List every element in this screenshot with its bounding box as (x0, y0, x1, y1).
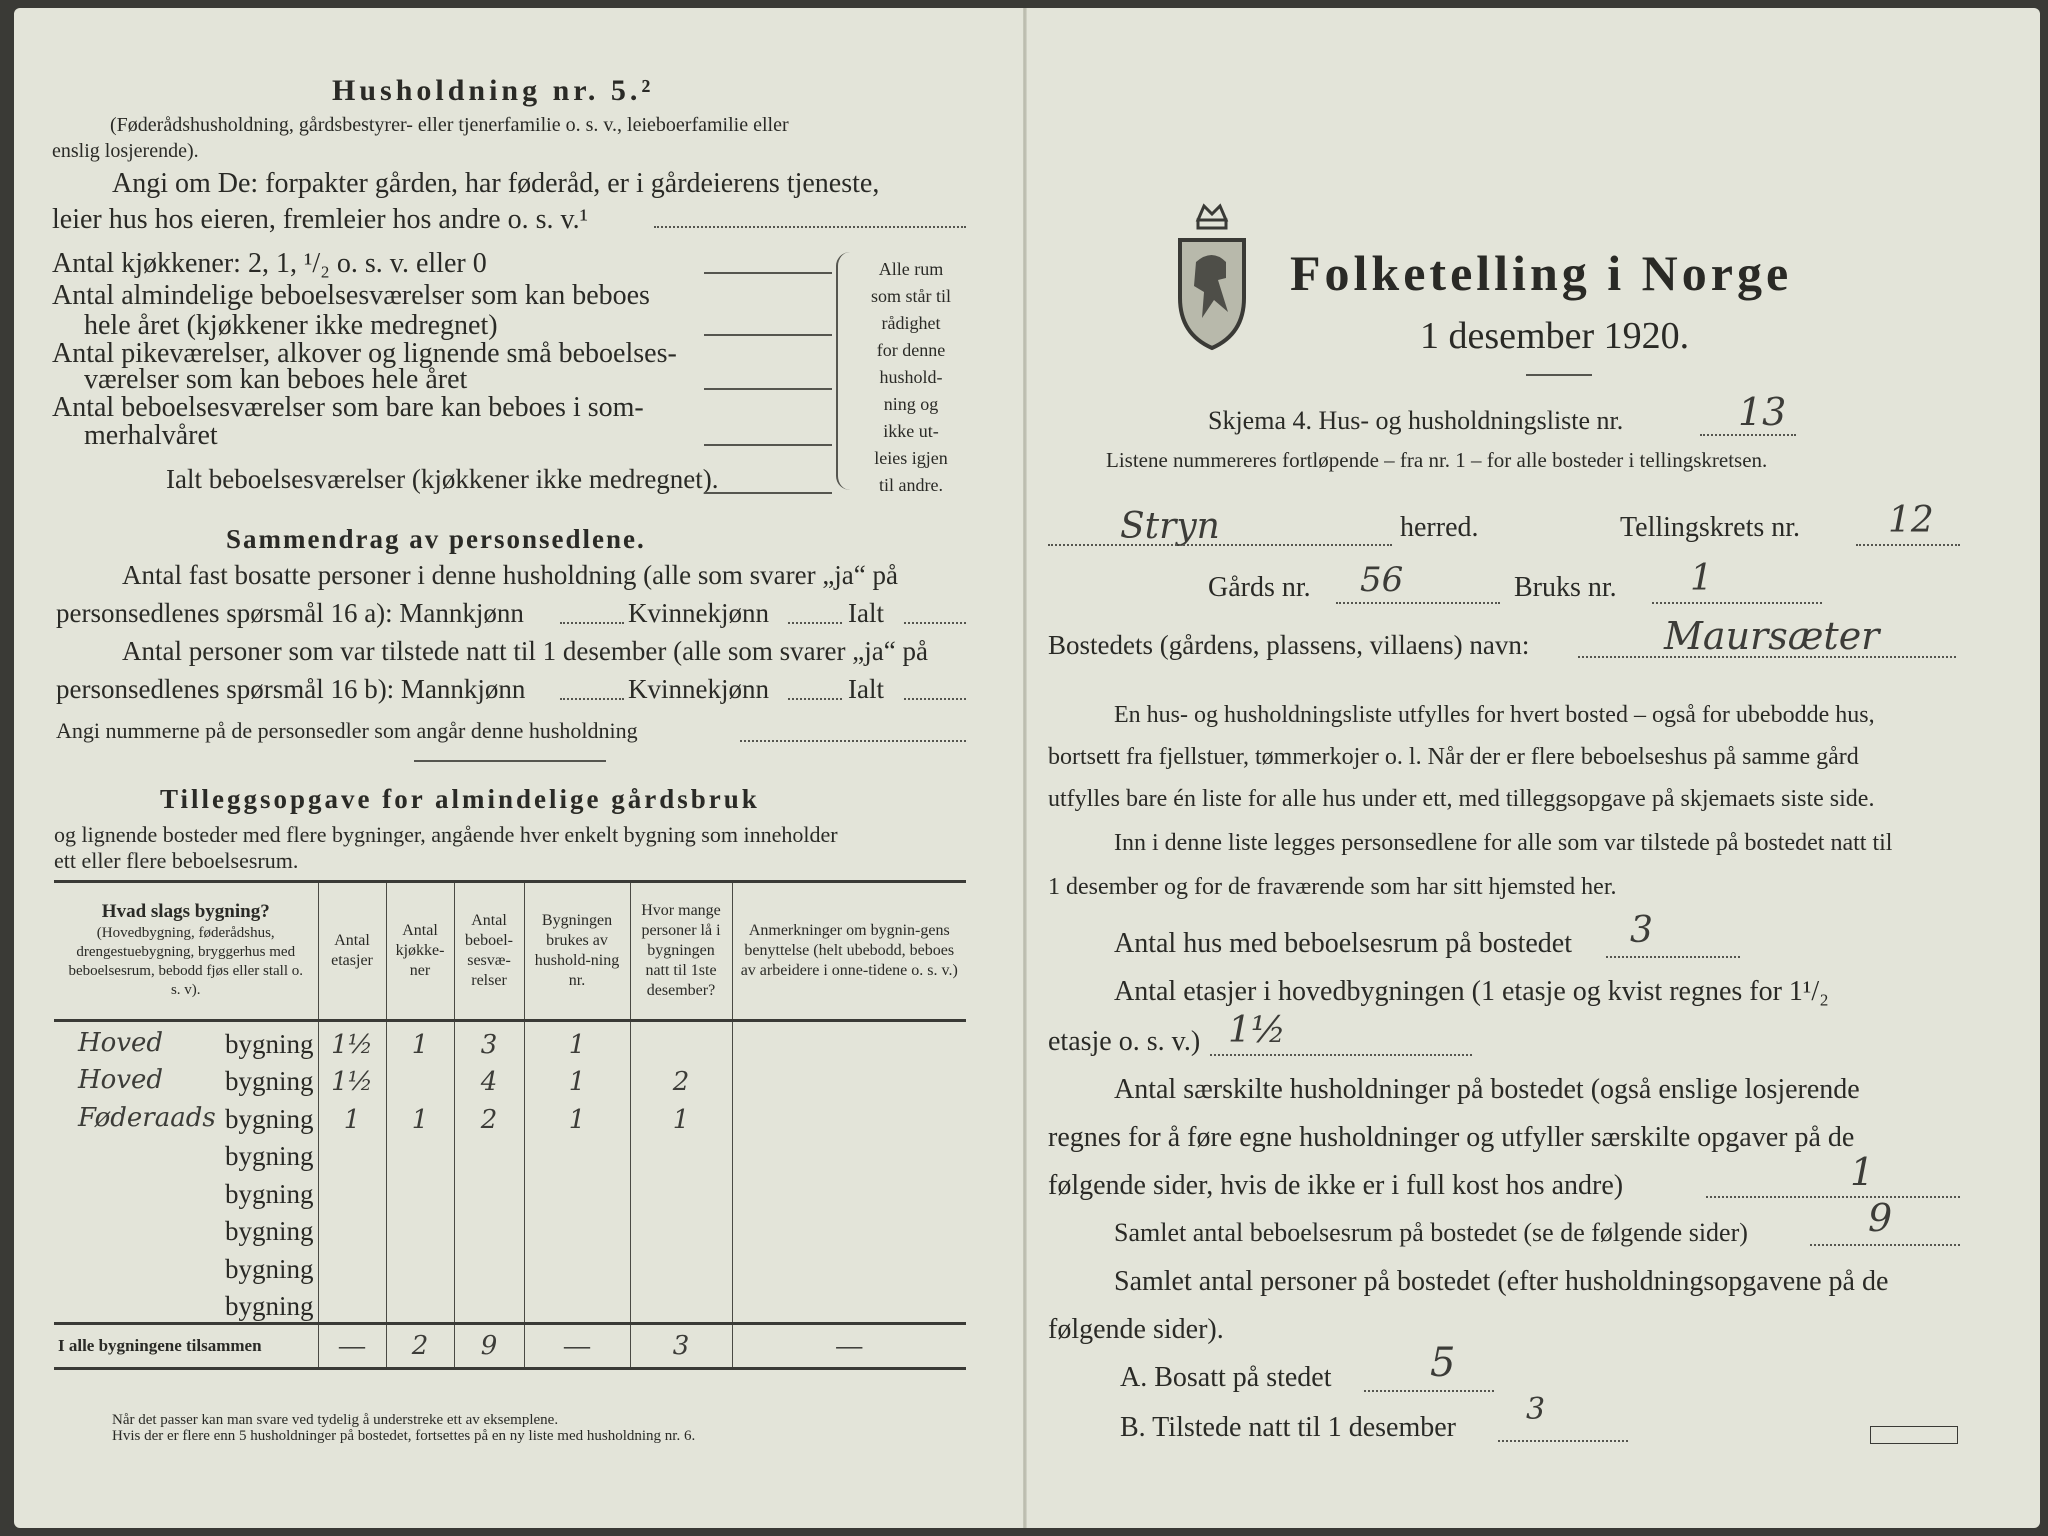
row-kitchens: 1 (386, 1021, 454, 1060)
total-kitchens: 2 (386, 1324, 454, 1369)
rooms-summer-line-2: merhalvåret (84, 420, 218, 451)
building-suffix: bygning (224, 1178, 314, 1209)
col-header-persons: Hvor mange personer lå i bygningen natt til 1ste desember? (630, 882, 732, 1021)
ask-answer-line (654, 226, 966, 228)
households-line-1: Antal særskilte husholdninger på bostedet (også enslige losjerende (1114, 1074, 1860, 1105)
summary-ialt-line-2 (904, 698, 966, 700)
building-row-label (54, 1097, 318, 1135)
row-rooms: 3 (454, 1021, 524, 1060)
row-kitchens (386, 1210, 454, 1248)
summary-numbers-line (740, 740, 966, 742)
side-note (856, 256, 966, 499)
side-note-line: som står til (871, 286, 951, 306)
col-header-rooms: Antal beboel-sesvæ-relser (454, 882, 524, 1021)
info-para-line-5: 1 desember og for de fraværende som har sitt hjemsted her. (1048, 874, 1617, 900)
krets-value: 12 (1888, 500, 1934, 541)
row-remarks (732, 1210, 966, 1248)
summary-line-1a: Antal fast bosatte personer i denne husholdning (alle som svarer „ja“ på (122, 560, 898, 590)
row-remarks (732, 1172, 966, 1210)
row-floors (318, 1285, 386, 1324)
summary-kvinne-line-2 (788, 698, 842, 700)
floors-value: 1½ (1228, 1010, 1286, 1051)
row-floors: 1 (318, 1097, 386, 1135)
row-rooms (454, 1172, 524, 1210)
summary-ialt-label-2: Ialt (848, 674, 884, 704)
building-row-label (54, 1135, 318, 1173)
kitchen-count-label: Antal kjøkkener: 2, 1, ¹/₂ o. s. v. eller 0 (52, 248, 487, 279)
side-note-line: hushold- (879, 367, 943, 387)
extra-intro-line-1: og lignende bosteder med flere bygninger, angående hver enkelt bygning som inneholder (54, 822, 838, 847)
row-rooms: 4 (454, 1060, 524, 1098)
bosted-value: Maursæter (1664, 614, 1880, 658)
row-remarks (732, 1097, 966, 1135)
household-ask-line-2: leier hus hos eieren, fremleier hos andre o. s. v.¹ (52, 204, 589, 235)
row-persons: 1 (630, 1097, 732, 1135)
summary-ialt-label-1: Ialt (848, 598, 884, 628)
household-heading: Husholdning nr. 5.² (332, 74, 655, 107)
rooms-regular-line-2: hele året (kjøkkener ikke medregnet) (84, 310, 498, 341)
footnote-2: Hvis der er flere enn 5 husholdninger på bostedet, fortsettes på en ny liste med husholdning nr. 6. (112, 1428, 696, 1444)
page-fold (1023, 8, 1027, 1528)
building-row (54, 1285, 966, 1324)
title-divider (1526, 374, 1592, 376)
col-header-building-type (54, 882, 318, 1021)
row-remarks (732, 1135, 966, 1173)
total-rooms-answer-line (704, 492, 832, 494)
summary-ialt-line-1 (904, 622, 966, 624)
summary-line-1b: personsedlenes spørsmål 16 a): Mannkjønn (56, 598, 524, 628)
building-total-row (54, 1324, 966, 1369)
kitchen-answer-line (704, 272, 832, 274)
side-note-line: rådighet (881, 313, 941, 333)
households-answer-line (1706, 1196, 1960, 1198)
row-rooms: 2 (454, 1097, 524, 1135)
row-rooms (454, 1247, 524, 1285)
building-table (54, 880, 966, 1370)
row-rooms (454, 1285, 524, 1324)
row-persons (630, 1021, 732, 1060)
row-kitchens (386, 1135, 454, 1173)
info-para-line-2: bortsett fra fjellstuer, tømmerkojer o. l. Når der er flere beboelseshus på samme gård (1048, 744, 1859, 770)
rooms-small-line-2: værelser som kan beboes hele året (84, 364, 468, 395)
building-type-value: Hoved (78, 1027, 164, 1058)
row-household-no (524, 1135, 630, 1173)
bosted-line (1578, 656, 1956, 658)
summary-kvinne-line-1 (788, 622, 842, 624)
summary-numbers-label: Angi nummerne på de personsedler som angår denne husholdning (56, 718, 638, 743)
col-header-household-no: Bygningen brukes av hushold-ning nr. (524, 882, 630, 1021)
schema-list-number: 13 (1738, 390, 1787, 434)
info-para-line-4: Inn i denne liste legges personsedlene for alle som var tilstede på bostedet natt til (1114, 830, 1893, 856)
col-header-building-type-title: Hvad slags bygning? (101, 901, 270, 922)
extra-intro-line-2: ett eller flere beboelsesrum. (54, 848, 299, 873)
building-suffix: bygning (224, 1066, 314, 1096)
row-household-no (524, 1210, 630, 1248)
building-suffix: bygning (224, 1291, 314, 1321)
row-household-no (524, 1285, 630, 1324)
norway-coat-of-arms (1172, 200, 1252, 352)
household-ask-line-1: Angi om De: forpakter gården, har føderåd, er i gårdeierens tjeneste, (112, 168, 880, 199)
census-title: Folketelling i Norge (1290, 245, 1793, 301)
total-persons: 3 (630, 1324, 732, 1369)
floors-line-1: Antal etasjer i hovedbygningen (1 etasje og kvist regnes for 1¹/₂ (1114, 976, 1829, 1007)
side-note-line: leies igjen (874, 448, 948, 468)
bruks-label: Bruks nr. (1514, 572, 1617, 603)
row-persons (630, 1247, 732, 1285)
row-household-no: 1 (524, 1060, 630, 1098)
numbering-note: Listene nummereres fortløpende – fra nr. 1 – for alle bosteder i tellingskretsen. (1106, 448, 1768, 472)
building-row-label (54, 1247, 318, 1285)
households-line-3: følgende sider, hvis de ikke er i full kost hos andre) (1048, 1170, 1624, 1201)
total-rooms-site-line (1810, 1244, 1960, 1246)
building-row (54, 1172, 966, 1210)
col-header-building-type-body: (Hovedbygning, føderådshus, drengestuebygning, bryggerhus med beboelsesrum, bebodd fjøs eller stall o. s. v). (68, 925, 304, 998)
building-table-header-row (54, 882, 966, 1021)
side-note-line: ning og (883, 394, 939, 414)
bruks-value: 1 (1690, 558, 1713, 599)
building-suffix: bygning (224, 1028, 314, 1059)
building-suffix: bygning (224, 1103, 314, 1134)
row-rooms (454, 1135, 524, 1173)
row-household-no: 1 (524, 1097, 630, 1135)
building-row-label (54, 1210, 318, 1248)
present-value: 3 (1526, 1392, 1546, 1427)
row-remarks (732, 1285, 966, 1324)
herred-label: herred. (1400, 512, 1479, 543)
row-floors (318, 1210, 386, 1248)
row-floors: 1½ (318, 1060, 386, 1098)
total-rooms-label: Ialt beboelsesværelser (kjøkkener ikke medregnet). (166, 464, 719, 494)
summary-mann-line-2 (560, 698, 624, 700)
row-floors (318, 1247, 386, 1285)
rooms-regular-line-1: Antal almindelige beboelsesværelser som kan beboes (52, 280, 650, 311)
resident-value: 5 (1430, 1340, 1456, 1386)
floors-line-2: etasje o. s. v.) (1048, 1026, 1201, 1057)
footnote-1: Når det passer kan man svare ved tydelig å understreke ett av eksemplene. (112, 1412, 559, 1428)
building-suffix: bygning (224, 1216, 314, 1246)
row-persons (630, 1285, 732, 1324)
side-note-line: til andre. (879, 475, 943, 495)
gards-value: 56 (1360, 560, 1404, 600)
bosted-label: Bostedets (gårdens, plassens, villaens) navn: (1048, 630, 1530, 660)
floors-answer-line (1210, 1054, 1472, 1056)
row-remarks (732, 1247, 966, 1285)
row-rooms (454, 1210, 524, 1248)
total-persons-line-2: følgende sider). (1048, 1314, 1224, 1345)
building-row (54, 1021, 966, 1060)
schema-label: Skjema 4. Hus- og husholdningsliste nr. (1208, 406, 1624, 435)
row-floors: 1½ (318, 1021, 386, 1060)
summary-line-2b: personsedlenes spørsmål 16 b): Mannkjønn (56, 674, 526, 704)
building-row (54, 1247, 966, 1285)
krets-line (1856, 544, 1960, 546)
summary-kvinne-label-1: Kvinnekjønn (628, 598, 769, 628)
households-line-2: regnes for å føre egne husholdninger og utfyller særskilte opgaver på de (1048, 1122, 1855, 1153)
building-row (54, 1060, 966, 1098)
present-line (1498, 1440, 1628, 1442)
rooms-small-answer-line (704, 388, 832, 390)
building-row-label (54, 1285, 318, 1324)
total-floors: — (318, 1324, 386, 1369)
row-household-no (524, 1247, 630, 1285)
houses-value: 3 (1630, 910, 1653, 951)
summary-kvinne-label-2: Kvinnekjønn (628, 674, 769, 704)
row-persons: 2 (630, 1060, 732, 1098)
building-type-value: Hoved (78, 1065, 164, 1095)
summary-heading: Sammendrag av personsedlene. (226, 524, 646, 554)
building-row (54, 1097, 966, 1135)
resident-line (1364, 1390, 1494, 1392)
side-note-line: Alle rum (878, 259, 944, 279)
building-suffix: bygning (224, 1141, 314, 1171)
side-note-line: ikke ut- (883, 421, 939, 441)
krets-label: Tellingskrets nr. (1620, 512, 1801, 543)
herred-value: Stryn (1120, 506, 1220, 547)
census-date: 1 desember 1920. (1420, 315, 1690, 357)
side-note-line: for denne (876, 340, 946, 360)
schema-number-line (1700, 434, 1796, 436)
total-rooms-site-label: Samlet antal beboelsesrum på bostedet (se de følgende sider) (1114, 1218, 1748, 1247)
rooms-summer-line-1: Antal beboelsesværelser som bare kan beboes i som- (52, 392, 644, 423)
row-household-no (524, 1172, 630, 1210)
side-note-brace (836, 252, 852, 490)
row-floors (318, 1172, 386, 1210)
total-rooms-site-value: 9 (1868, 1196, 1893, 1240)
household-intro-line-2: enslig losjerende). (52, 140, 199, 162)
gards-label: Gårds nr. (1208, 572, 1311, 603)
row-remarks (732, 1060, 966, 1098)
row-persons (630, 1210, 732, 1248)
households-value: 1 (1850, 1150, 1875, 1194)
row-kitchens (386, 1247, 454, 1285)
gards-line (1336, 602, 1500, 604)
building-row (54, 1210, 966, 1248)
herred-line (1048, 544, 1392, 546)
building-type-value: Føderaads (78, 1102, 216, 1133)
houses-line (1606, 956, 1740, 958)
row-remarks (732, 1021, 966, 1060)
col-header-remarks: Anmerkninger om bygnin-gens benyttelse (helt ubebodd, beboes av arbeidere i onne-tidene o. s. v.) (732, 882, 966, 1021)
row-floors (318, 1135, 386, 1173)
building-row-label (54, 1172, 318, 1210)
total-rooms: 9 (454, 1324, 524, 1369)
row-kitchens (386, 1172, 454, 1210)
total-household-no: — (524, 1324, 630, 1369)
extra-heading: Tilleggsopgave for almindelige gårdsbruk (160, 784, 760, 814)
row-household-no: 1 (524, 1021, 630, 1060)
info-para-line-1: En hus- og husholdningsliste utfylles for hvert bosted – også for ubebodde hus, (1114, 702, 1875, 728)
houses-label: Antal hus med beboelsesrum på bostedet (1114, 928, 1573, 959)
rooms-summer-answer-line (704, 444, 832, 446)
row-persons (630, 1135, 732, 1173)
bruks-line (1652, 602, 1822, 604)
present-label: B. Tilstede natt til 1 desember (1120, 1412, 1456, 1443)
col-header-kitchens: Antal kjøkke-ner (386, 882, 454, 1021)
household-intro-line-1: (Føderådshusholdning, gårdsbestyrer- eller tjenerfamilie o. s. v., leieboerfamilie eller (110, 114, 789, 136)
row-persons (630, 1172, 732, 1210)
summary-line-2a: Antal personer som var tilstede natt til 1 desember (alle som svarer „ja“ på (122, 636, 928, 666)
total-persons-line-1: Samlet antal personer på bostedet (efter husholdningsopgavene på de (1114, 1266, 1889, 1297)
total-remarks: — (732, 1324, 966, 1369)
row-kitchens: 1 (386, 1097, 454, 1135)
col-header-floors: Antal etasjer (318, 882, 386, 1021)
summary-mann-line-1 (560, 622, 624, 624)
building-row-label (54, 1060, 318, 1098)
printer-stamp (1870, 1426, 1958, 1444)
building-row-label (54, 1021, 318, 1060)
info-para-line-3: utfylles bare én liste for alle hus under ett, med tilleggsopgave på skjemaets siste side. (1048, 786, 1875, 812)
building-row (54, 1135, 966, 1173)
rooms-small-line-1: Antal pikeværelser, alkover og lignende små beboelses- (52, 338, 677, 369)
building-suffix: bygning (224, 1253, 314, 1284)
row-kitchens (386, 1060, 454, 1098)
row-kitchens (386, 1285, 454, 1324)
resident-label: A. Bosatt på stedet (1120, 1362, 1332, 1393)
total-row-label: I alle bygningene tilsammen (54, 1324, 318, 1369)
rooms-regular-answer-line (704, 334, 832, 336)
summary-divider (414, 760, 606, 762)
